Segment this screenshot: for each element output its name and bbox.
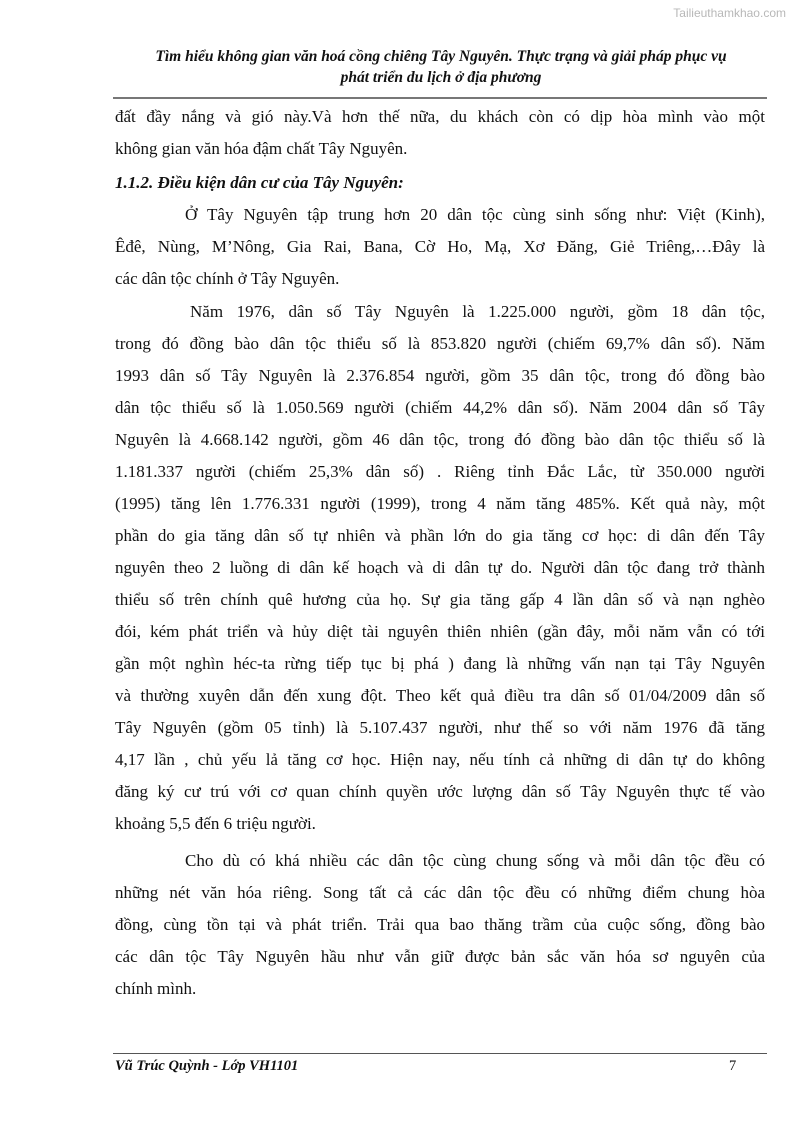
header-line-2: phát triển du lịch ở địa phương — [340, 69, 542, 86]
paragraph-3 — [115, 296, 765, 840]
text-line: Ở Tây Nguyên tập trung hơn 20 dân tộc cùng sinh sống như: Việt (Kinh), — [185, 205, 765, 224]
text-line: và thường xuyên dẫn đến xung đột. Theo kết quả điều tra dân số 01/04/2009 dân số — [115, 686, 765, 705]
text-line: các dân tộc Tây Nguyên hầu như vẫn giữ được bản sắc văn hóa sơ nguyên của — [115, 947, 765, 966]
running-header — [112, 46, 770, 88]
text-line: không gian văn hóa đậm chất Tây Nguyên. — [115, 139, 408, 158]
text-line: 1.181.337 người (chiếm 25,3% dân số) . Riêng tỉnh Đắc Lắc, từ 350.000 người — [115, 462, 765, 481]
text-line: dân tộc thiểu số là 1.050.569 người (chiếm 44,2% dân số). Năm 2004 dân số Tây — [115, 398, 765, 417]
text-line: Nguyên là 4.668.142 người, gồm 46 dân tộc, trong đó đồng bào dân tộc thiểu số là — [115, 430, 765, 449]
paragraph-4 — [115, 845, 765, 1005]
text-line: khoảng 5,5 đến 6 triệu người. — [115, 814, 316, 833]
text-line: đăng ký cư trú với cơ quan chính quyền ước lượng dân số Tây Nguyên thực tế vào — [115, 782, 765, 801]
text-line: (1995) tăng lên 1.776.331 người (1999), trong 4 năm tăng 485%. Kết quả này, một — [115, 494, 765, 513]
text-line: 1993 dân số Tây Nguyên là 2.376.854 người, gồm 35 dân tộc, trong đó đồng bào — [115, 366, 765, 385]
header-divider — [113, 97, 767, 99]
text-line: gần một nghìn héc-ta rừng tiếp tục bị phá ) đang là những vấn nạn tại Tây Nguyên — [115, 654, 765, 673]
text-line: đồng, cùng tồn tại và phát triển. Trải qua bao thăng trầm của cuộc sống, đồng bào — [115, 915, 765, 934]
text-line: Năm 1976, dân số Tây Nguyên là 1.225.000 người, gồm 18 dân tộc, — [190, 302, 765, 321]
header-line-1: Tìm hiểu không gian văn hoá cồng chiêng Tây Nguyên. Thực trạng và giải pháp phục vụ — [155, 48, 727, 65]
paragraph-1 — [115, 101, 765, 165]
text-line: Cho dù có khá nhiều các dân tộc cùng chung sống và mỗi dân tộc đều có — [185, 851, 765, 870]
text-line: 4,17 lần , chủ yếu lả tăng cơ học. Hiện nay, nếu tính cả những di dân tự do không — [115, 750, 765, 769]
text-line: Tây Nguyên (gồm 05 tỉnh) là 5.107.437 người, như thế so với năm 1976 đã tăng — [115, 718, 765, 737]
text-line: nguyên theo 2 luồng di dân kế hoạch và di dân tự do. Người dân tộc đang trở thành — [115, 558, 765, 577]
text-line: đất đầy nắng và gió này.Và hơn thế nữa, du khách còn có dịp hòa mình vào một — [115, 107, 765, 126]
text-line: phần do gia tăng dân số tự nhiên và phần lớn do gia tăng cơ học: di dân đến Tây — [115, 526, 765, 545]
text-line: thiểu số trên chính quê hương của họ. Sự gia tăng gấp 4 lần dân số và nạn nghèo — [115, 590, 765, 609]
section-heading: 1.1.2. Điều kiện dân cư của Tây Nguyên: — [115, 173, 404, 192]
text-line: đói, kém phát triển và hủy diệt tài nguyên thiên nhiên (gần đây, mỗi năm vẫn có tới — [115, 622, 765, 641]
text-line: những nét văn hóa riêng. Song tất cả các dân tộc đều có những điểm chung hòa — [115, 883, 765, 902]
footer-divider — [113, 1053, 767, 1054]
text-line: chính mình. — [115, 979, 197, 998]
page-number: 7 — [729, 1058, 737, 1074]
watermark: Tailieuthamkhao.com — [673, 6, 786, 20]
text-line: trong đó đồng bào dân tộc thiểu số là 853.820 người (chiếm 69,7% dân số). Năm — [115, 334, 765, 353]
text-line: các dân tộc chính ở Tây Nguyên. — [115, 269, 340, 288]
footer-author: Vũ Trúc Quỳnh - Lớp VH1101 — [115, 1058, 299, 1074]
paragraph-2 — [115, 199, 765, 295]
text-line: Êđê, Nùng, M’Nông, Gia Rai, Bana, Cờ Ho, Mạ, Xơ Đăng, Giẻ Triêng,…Đây là — [115, 237, 765, 256]
